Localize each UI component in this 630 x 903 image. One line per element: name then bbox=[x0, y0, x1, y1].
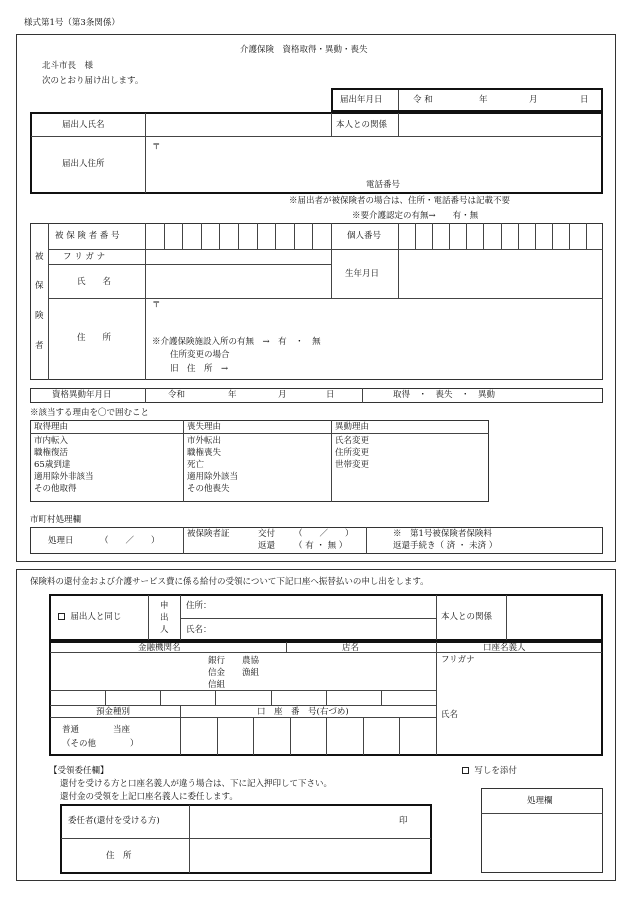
relation-label: 本人との関係 bbox=[336, 120, 388, 130]
insured-digit-divider bbox=[219, 223, 220, 249]
insured-number-cells[interactable] bbox=[145, 223, 331, 249]
change-date-label: 資格異動年月日 bbox=[52, 390, 112, 400]
holder-name-input[interactable] bbox=[462, 707, 599, 721]
acquire-reason-item[interactable]: 市内転入 bbox=[34, 436, 69, 446]
applicant-address-input[interactable] bbox=[218, 599, 432, 613]
personal-digit-divider bbox=[586, 223, 587, 249]
filing-date-day: 日 bbox=[580, 95, 589, 105]
code-digit-divider bbox=[215, 690, 216, 705]
lose-reason-item[interactable]: 適用除外該当 bbox=[187, 472, 239, 482]
note-filer-exempt: ※届出者が被保険者の場合は、住所・電話番号は記載不要 bbox=[289, 196, 511, 206]
insured-digit-divider bbox=[312, 223, 313, 249]
insured-name-input[interactable] bbox=[150, 270, 326, 292]
code-digit-divider bbox=[160, 690, 161, 705]
filer-name-input[interactable] bbox=[150, 117, 326, 133]
insured-postal-mark: 〒 bbox=[152, 300, 161, 310]
branch-name-label: 店名 bbox=[342, 643, 360, 653]
applicant-char-3: 人 bbox=[160, 625, 169, 635]
insured-digit-divider bbox=[201, 223, 202, 249]
change-header: 異動理由 bbox=[335, 422, 370, 432]
acquire-reason-item[interactable]: 65歳到達 bbox=[34, 460, 71, 470]
same-as-filer-option[interactable] bbox=[58, 613, 121, 622]
insured-number-label: 被 保 険 者 番 号 bbox=[55, 231, 120, 241]
bank-branch-code-cells[interactable] bbox=[50, 690, 436, 705]
insured-digit-divider bbox=[182, 223, 183, 249]
insured-side-4: 者 bbox=[35, 341, 44, 351]
insured-digit-divider bbox=[164, 223, 165, 249]
birth-date-input[interactable] bbox=[404, 266, 599, 282]
delegate-label: 委任者(還付を受ける方) bbox=[68, 816, 160, 826]
refund-intro: 保険料の還付金および介護サービス費に係る給付の受領について下記口座へ振替払いの申し出をします。 bbox=[30, 577, 429, 587]
filer-address-label: 届出人住所 bbox=[62, 159, 105, 169]
insured-side-1: 被 bbox=[35, 252, 44, 262]
delegation-line1: 還付を受ける方と口座名義人が違う場合は、下に記入押印して下さい。 bbox=[60, 779, 333, 789]
account-digit-divider bbox=[326, 717, 327, 755]
old-address-label: 旧 住 所 → bbox=[170, 364, 229, 374]
filer-postal-mark: 〒 bbox=[152, 142, 161, 152]
deposit-type-row2[interactable]: （その他 ） bbox=[62, 739, 139, 749]
insured-digit-divider bbox=[238, 223, 239, 249]
address-change-note: 住所変更の場合 bbox=[170, 350, 230, 360]
lose-reason-item[interactable]: 死亡 bbox=[187, 460, 205, 470]
same-as-filer-label: 届出人と同じ bbox=[70, 612, 122, 622]
premium-return-status: 返還手続き（ 済 ・ 未済 ） bbox=[393, 541, 498, 551]
deposit-type-row1[interactable]: 普通 当座 bbox=[62, 725, 131, 735]
phone-label: 電話番号 bbox=[366, 180, 401, 190]
card-return-value: （ 有 ・ 無 ） bbox=[294, 541, 348, 551]
card-return-label: 返還 bbox=[258, 541, 276, 551]
seal-mark: 印 bbox=[399, 816, 408, 826]
personal-digit-divider bbox=[449, 223, 450, 249]
lose-reason-item[interactable]: 職権喪失 bbox=[187, 448, 222, 458]
insured-address-label: 住 所 bbox=[77, 333, 112, 343]
delegate-name-input[interactable] bbox=[196, 813, 391, 829]
card-issue-label: 交付 bbox=[258, 529, 276, 539]
filer-address-input[interactable] bbox=[165, 150, 595, 166]
personal-digit-divider bbox=[552, 223, 553, 249]
proc-date-value: （ ／ ） bbox=[100, 536, 160, 546]
change-reason-item[interactable]: 住所変更 bbox=[335, 448, 370, 458]
change-date-year: 年 bbox=[228, 390, 237, 400]
insured-digit-divider bbox=[275, 223, 276, 249]
account-digit-divider bbox=[399, 717, 400, 755]
insured-furigana-label: フ リ ガ ナ bbox=[63, 252, 106, 262]
facility-note: ※介護保険施設入所の有無 → 有 ・ 無 bbox=[152, 337, 321, 347]
code-digit-divider bbox=[271, 690, 272, 705]
processing-label: 処理欄 bbox=[527, 796, 553, 806]
filing-date-month: 月 bbox=[529, 95, 538, 105]
premium-note: ※ 第1号被保険者保険料 bbox=[393, 529, 492, 539]
insured-name-label: 氏 名 bbox=[77, 277, 112, 287]
copy-attached-label: 写しを添付 bbox=[474, 766, 517, 776]
account-digit-divider bbox=[253, 717, 254, 755]
code-digit-divider bbox=[105, 690, 106, 705]
acquire-reason-item[interactable]: 職権復活 bbox=[34, 448, 69, 458]
delegate-address-label: 住 所 bbox=[106, 851, 132, 861]
bank-name-input[interactable] bbox=[60, 660, 200, 674]
acquire-reason-item[interactable]: 適用除外非該当 bbox=[34, 472, 94, 482]
lose-reason-item[interactable]: 市外転出 bbox=[187, 436, 222, 446]
proc-date-label: 処理日 bbox=[48, 536, 74, 546]
lose-reason-item[interactable]: その他喪失 bbox=[187, 484, 230, 494]
change-date-day: 日 bbox=[326, 390, 335, 400]
applicant-address-label: 住所： bbox=[186, 601, 212, 611]
copy-attached-option[interactable] bbox=[462, 767, 517, 776]
code-digit-divider bbox=[326, 690, 327, 705]
delegation-title: 【受領委任欄】 bbox=[49, 766, 109, 776]
applicant-name-input[interactable] bbox=[218, 622, 432, 636]
insured-digit-divider bbox=[257, 223, 258, 249]
insured-side-3: 険 bbox=[35, 311, 44, 321]
applicant-relation-label: 本人との関係 bbox=[441, 612, 493, 622]
acquire-header: 取得理由 bbox=[34, 422, 69, 432]
change-reason-item[interactable]: 世帯変更 bbox=[335, 460, 370, 470]
applicant-char-2: 出 bbox=[160, 613, 169, 623]
applicant-relation-input[interactable] bbox=[511, 606, 599, 626]
personal-digit-divider bbox=[466, 223, 467, 249]
copy-attached-checkbox[interactable] bbox=[462, 767, 469, 774]
branch-name-input[interactable] bbox=[292, 660, 432, 674]
same-as-filer-checkbox[interactable] bbox=[58, 613, 65, 620]
bank-type-row1: 銀行 農協 bbox=[208, 656, 260, 666]
birth-date-label: 生年月日 bbox=[345, 269, 380, 279]
delegate-address-input[interactable] bbox=[196, 847, 424, 863]
account-number-cells[interactable] bbox=[180, 717, 436, 755]
insured-side-2: 保 bbox=[35, 281, 44, 291]
change-reason-item[interactable]: 氏名変更 bbox=[335, 436, 370, 446]
acquire-reason-item[interactable]: その他取得 bbox=[34, 484, 77, 494]
holder-furigana-label: フリガナ bbox=[441, 655, 475, 665]
city-section-title: 市町村処理欄 bbox=[30, 515, 82, 525]
personal-number-cells[interactable] bbox=[398, 223, 603, 249]
bank-name-label: 金融機関名 bbox=[138, 643, 181, 653]
account-digit-divider bbox=[363, 717, 364, 755]
phone-input[interactable] bbox=[410, 177, 595, 191]
code-digit-divider bbox=[381, 690, 382, 705]
insured-furigana-input[interactable] bbox=[150, 251, 326, 263]
holder-furigana-input[interactable] bbox=[441, 670, 599, 684]
holder-header-label: 口座名義人 bbox=[483, 643, 526, 653]
personal-number-label: 個人番号 bbox=[347, 231, 382, 241]
personal-digit-divider bbox=[501, 223, 502, 249]
lose-header: 喪失理由 bbox=[187, 422, 222, 432]
insured-digit-divider bbox=[294, 223, 295, 249]
insured-address-input[interactable] bbox=[165, 306, 595, 322]
note-care-cert: ※要介護認定の有無→ 有・無 bbox=[352, 211, 479, 221]
card-issue-value: （ ／ ） bbox=[294, 529, 354, 539]
relation-input[interactable] bbox=[404, 117, 599, 133]
holder-name-label: 氏名 bbox=[441, 710, 459, 720]
form-id: 様式第1号（第3条関係） bbox=[24, 18, 120, 28]
personal-digit-divider bbox=[535, 223, 536, 249]
filing-date-label: 届出年月日 bbox=[340, 95, 383, 105]
personal-digit-divider bbox=[518, 223, 519, 249]
delegation-line2: 還付金の受領を上記口座名義人に委任します。 bbox=[60, 792, 238, 802]
change-date-era: 令和 bbox=[168, 390, 186, 400]
account-digit-divider bbox=[217, 717, 218, 755]
change-date-row bbox=[30, 388, 603, 403]
personal-digit-divider bbox=[569, 223, 570, 249]
change-date-month: 月 bbox=[278, 390, 287, 400]
personal-digit-divider bbox=[483, 223, 484, 249]
filing-date-era: 令 和 bbox=[413, 95, 433, 105]
addressee: 北斗市長 様 bbox=[42, 61, 94, 71]
account-number-label: 口 座 番 号(右づめ) bbox=[257, 707, 349, 717]
form-title: 介護保険 資格取得・異動・喪失 bbox=[240, 45, 368, 55]
card-label: 被保険者証 bbox=[187, 529, 230, 539]
reason-note: ※該当する理由を〇で囲むこと bbox=[30, 408, 150, 418]
change-type-options[interactable]: 取得 ・ 喪失 ・ 異動 bbox=[393, 390, 496, 400]
bank-type-row2: 信金 漁組 bbox=[208, 668, 260, 678]
intro-text: 次のとおり届け出します。 bbox=[42, 76, 144, 86]
personal-digit-divider bbox=[432, 223, 433, 249]
bank-type-row3: 信組 bbox=[208, 680, 226, 690]
filer-name-label: 届出人氏名 bbox=[62, 120, 105, 130]
account-digit-divider bbox=[290, 717, 291, 755]
deposit-type-label: 預金種別 bbox=[96, 707, 131, 717]
applicant-name-label: 氏名： bbox=[186, 625, 212, 635]
filing-date-year: 年 bbox=[479, 95, 488, 105]
personal-digit-divider bbox=[415, 223, 416, 249]
applicant-char-1: 申 bbox=[160, 601, 169, 611]
